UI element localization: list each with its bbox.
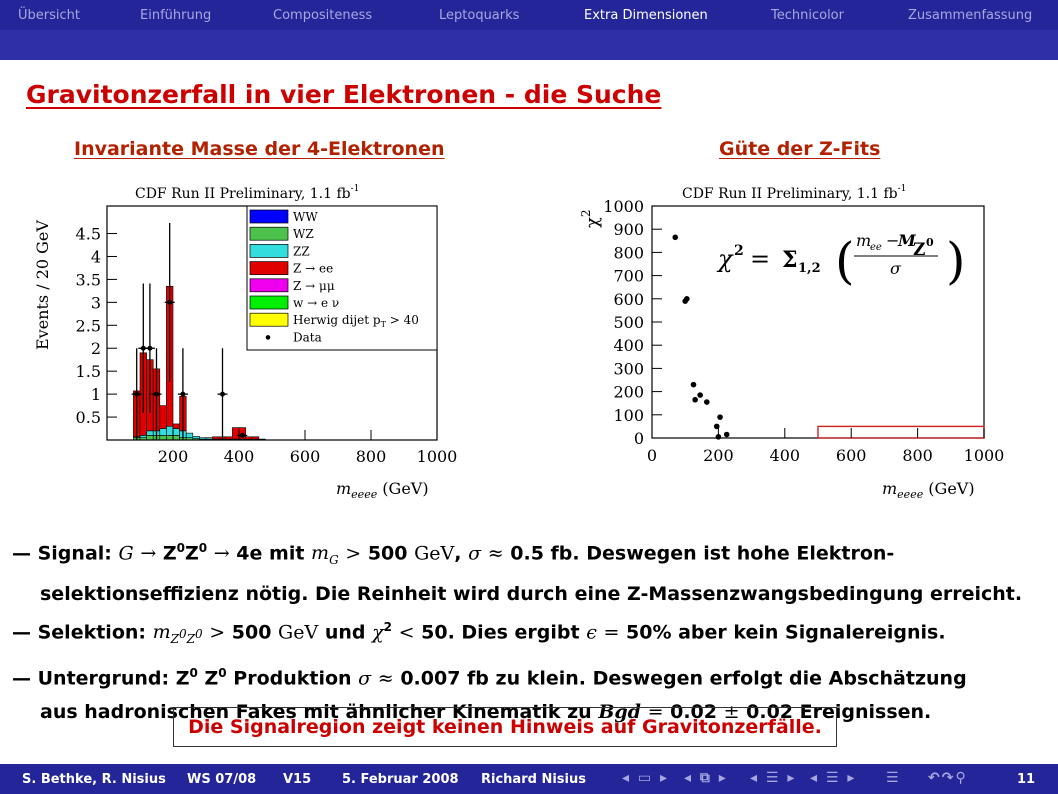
data-point-6	[220, 392, 225, 397]
hist-bar-wz-5	[166, 435, 173, 440]
formula-paren-left: (	[835, 232, 855, 290]
hist-bar-zee-4	[160, 406, 167, 429]
formula-sigma-sub: 1,2	[798, 261, 821, 276]
x-axis-label-sub: eeee	[351, 488, 378, 501]
x-tick-label-3: 800	[355, 447, 387, 466]
data-point-2	[147, 346, 152, 351]
hist-bar-zz-5	[166, 426, 173, 435]
legend-label-6: Herwig dijet $p_T > 40$	[293, 313, 419, 330]
x-tick-label-2: 600	[289, 447, 321, 466]
nav-tab-zusammenfassung[interactable]: Zusammenfassung	[908, 8, 1033, 23]
x-tick-label-1: 400	[223, 447, 255, 466]
legend-swatch-4	[250, 279, 288, 292]
hist-bar-zee-14	[226, 437, 233, 439]
nav-subsection-icon[interactable]: ◂ ☰ ▸	[750, 770, 797, 786]
y-tick-label-8: 800	[613, 243, 644, 263]
formula-paren-right: )	[946, 232, 966, 290]
formula-m-sub: ee	[870, 242, 882, 253]
footer-lecture: V15	[283, 772, 312, 787]
legend-label-2: ZZ	[293, 244, 310, 259]
conclusion-box: Die Signalregion zeigt keinen Hinweis auf Gravitonzerfälle.	[173, 707, 837, 747]
x-tick-label-0: 0	[646, 446, 658, 465]
bullet-background: — Untergrund: $Z^0$ $Z^0$ Produktion σ ≈ 0.007 fb zu klein. Deswegen erfolgt die Abschätzung	[12, 665, 967, 690]
formula-M: M	[898, 231, 916, 250]
nav-tab-technicolor[interactable]: Technicolor	[771, 8, 844, 23]
nav-tab-einfuehrung[interactable]: Einführung	[140, 8, 212, 23]
bullet-signal-cont: selektionseffizienz nötig. Die Reinheit wird durch eine Z-Massenzwangsbedingung erreicht.	[40, 582, 1023, 605]
legend-label-7: Data	[293, 330, 322, 345]
y-tick-label-2: 1.5	[75, 362, 101, 382]
scatter-point-10	[724, 432, 730, 438]
nav-search-icon[interactable]: ↶↷⚲	[928, 770, 968, 786]
hist-bar-zee-12	[213, 437, 220, 439]
y-tick-label-10: 1000	[603, 197, 644, 216]
hist-bar-zee-17	[246, 437, 253, 439]
y-tick-label-4: 2.5	[75, 316, 101, 336]
x-tick-label-5: 1000	[963, 446, 1005, 465]
chart-title-sup: -1	[897, 184, 907, 194]
data-point-0	[134, 392, 139, 397]
chart-title: CDF Run II Preliminary, 1.1 $fb^{-1}$	[135, 184, 360, 202]
formula-sigma-denominator: σ	[890, 259, 901, 278]
nav-section-icon[interactable]: ◂ ☰ ▸	[810, 770, 857, 786]
hist-bar-zz-2	[147, 431, 154, 436]
chart-title-sup: -1	[350, 184, 360, 194]
y-tick-label-9: 900	[613, 220, 644, 240]
scatter-point-3	[691, 382, 697, 388]
x-axis-label: $m_{eeee}$ (GeV)	[882, 479, 975, 501]
y-tick-label-1: 100	[613, 405, 644, 425]
chart-title: CDF Run II Preliminary, 1.1 $fb^{-1}$	[682, 184, 907, 202]
x-axis-label-sub: eeee	[897, 488, 924, 501]
y-tick-label-5: 3	[90, 293, 101, 313]
bullet-list	[12, 532, 1052, 729]
y-tick-label-4: 400	[613, 336, 644, 356]
hist-bar-zz-8	[186, 433, 193, 438]
hist-bar-zz-4	[160, 429, 167, 436]
formula-minus: −	[886, 231, 900, 250]
hist-bar-wz-6	[173, 435, 180, 440]
y-tick-label-0: 0	[633, 429, 644, 448]
y-tick-label-2: 200	[613, 382, 644, 402]
legend-label-3: Z → ee	[293, 261, 334, 276]
x-axis-label-unit: (GeV)	[377, 479, 429, 498]
bullet-background-cont: aus hadronischen Fakes mit ähnlicher Kinematik zu Bgd = 0.02 ± 0.02 Ereignissen.	[40, 700, 932, 723]
section-tabs	[0, 0, 1058, 30]
scatter-point-0	[672, 235, 678, 241]
scatter-point-9	[717, 414, 723, 420]
y-tick-label-8: 4.5	[75, 224, 101, 244]
x-tick-label-2: 400	[769, 446, 801, 465]
hist-bar-zee-18	[252, 437, 259, 439]
legend-label-1: WZ	[293, 227, 314, 242]
y-axis-label-sup: 2	[579, 209, 593, 218]
hist-bar-zz-1	[140, 435, 147, 437]
formula-sigma: Σ	[782, 247, 798, 273]
hist-bar-zee-15	[232, 428, 239, 439]
legend-swatch-5	[250, 296, 288, 309]
x-axis-label: $m_{eeee}$ (GeV)	[336, 479, 429, 501]
footer-authors: S. Bethke, R. Nisius	[22, 772, 166, 787]
legend-label-4: Z → μμ	[293, 278, 335, 293]
formula-M-sub: Z	[913, 240, 926, 260]
x-tick-label-0: 200	[157, 447, 189, 466]
legend-label-0: WW	[293, 210, 318, 224]
nav-toc-icon[interactable]: ☰	[886, 770, 901, 786]
data-point-4	[167, 300, 172, 305]
legend-swatch-2	[250, 244, 288, 257]
y-tick-label-5: 500	[613, 313, 644, 332]
formula-annotation	[716, 231, 966, 290]
data-point-7	[240, 433, 245, 438]
nav-prev-frame-icon[interactable]: ◂ ⧉ ▸	[684, 770, 728, 786]
legend-swatch-6	[250, 313, 288, 326]
hist-bar-zz-11	[206, 438, 213, 439]
formula-M-sup: 0	[926, 236, 934, 249]
x-tick-label-1: 200	[703, 446, 734, 465]
signal-region-box	[818, 426, 984, 438]
y-tick-label-3: 2	[90, 339, 101, 359]
nav-tab-leptoquarks[interactable]: Leptoquarks	[439, 8, 520, 23]
y-tick-label-1: 1	[90, 385, 101, 405]
right-chart-subtitle: Güte der Z-Fits	[719, 138, 881, 160]
nav-tab-uebersicht[interactable]: Übersicht	[18, 8, 80, 23]
y-tick-label-0: 0.5	[75, 408, 101, 428]
hist-bar-wz-2	[147, 435, 154, 440]
x-tick-label-4: 1000	[416, 447, 458, 466]
x-axis-label-unit: (GeV)	[923, 479, 975, 498]
scatter-point-4	[692, 397, 698, 403]
scatter-point-6	[704, 399, 710, 405]
legend-tail-6: > 40	[385, 313, 419, 328]
nav-prev-slide-icon[interactable]: ◂ ▭ ▸	[622, 770, 670, 786]
hist-bar-zz-10	[199, 438, 206, 439]
x-tick-label-4: 800	[902, 446, 933, 465]
y-axis-label: $\chi^2$	[579, 209, 603, 228]
scatter-point-2	[684, 296, 690, 302]
legend-swatch-3	[250, 262, 288, 275]
y-tick-label-6: 600	[613, 289, 644, 309]
y-axis-label: Events / 20 GeV	[33, 220, 52, 350]
data-point-3	[154, 392, 159, 397]
y-tick-label-3: 300	[613, 359, 644, 379]
hist-bar-wz-4	[160, 435, 167, 440]
slide-title: Gravitonzerfall in vier Elektronen - die Suche	[26, 80, 662, 109]
scatter-point-5	[697, 392, 703, 398]
footer-date: 5. Februar 2008	[342, 772, 459, 787]
nav-tab-compositeness[interactable]: Compositeness	[273, 8, 373, 23]
hist-bar-zee-6	[173, 424, 180, 429]
hist-bar-zz-9	[193, 436, 200, 438]
legend-sub-6: T	[380, 320, 386, 330]
bullet-selection: — Selektion: $m_{Z^0Z^0} > 500$ GeV und $\chi^2 < 50$. Dies ergibt ϵ = 50% aber kein Signalereignis.	[12, 620, 946, 647]
y-tick-label-7: 4	[90, 247, 101, 267]
chi2-scatter-plot	[560, 170, 1030, 510]
formula-m: m	[856, 231, 872, 250]
y-tick-label-6: 3.5	[75, 270, 101, 290]
x-tick-label-3: 600	[835, 446, 867, 465]
footer-semester: WS 07/08	[187, 772, 257, 787]
bullet-signal: — Signal: $G \to Z^0Z^0 \to 4e$ mit $m_G > 500$ GeV, σ ≈ 0.5 fb. Deswegen ist hohe Elektron-	[12, 541, 895, 568]
invariant-mass-histogram	[0, 170, 470, 510]
left-chart-subtitle: Invariante Masse der 4-Elektronen	[74, 138, 445, 160]
hist-bar-zz-6	[173, 429, 180, 436]
nav-tab-extra-dimensionen[interactable]: Extra Dimensionen	[584, 8, 708, 23]
formula-chi-sup: 2	[734, 243, 744, 259]
formula-chi: χ	[718, 245, 733, 273]
footer-speaker: Richard Nisius	[481, 772, 586, 787]
legend-marker-7	[266, 335, 271, 340]
footer-page-number: 11	[1017, 772, 1036, 787]
legend-swatch-0	[250, 210, 288, 223]
footer-bar	[0, 764, 1058, 794]
data-point-5	[180, 392, 185, 397]
top-navigation-bar	[0, 0, 1058, 60]
legend-swatch-1	[250, 227, 288, 240]
plot-frame	[652, 206, 984, 438]
formula-equals: =	[750, 245, 771, 273]
legend-label-5: w → e ν	[293, 296, 340, 310]
y-tick-label-7: 700	[613, 266, 644, 286]
